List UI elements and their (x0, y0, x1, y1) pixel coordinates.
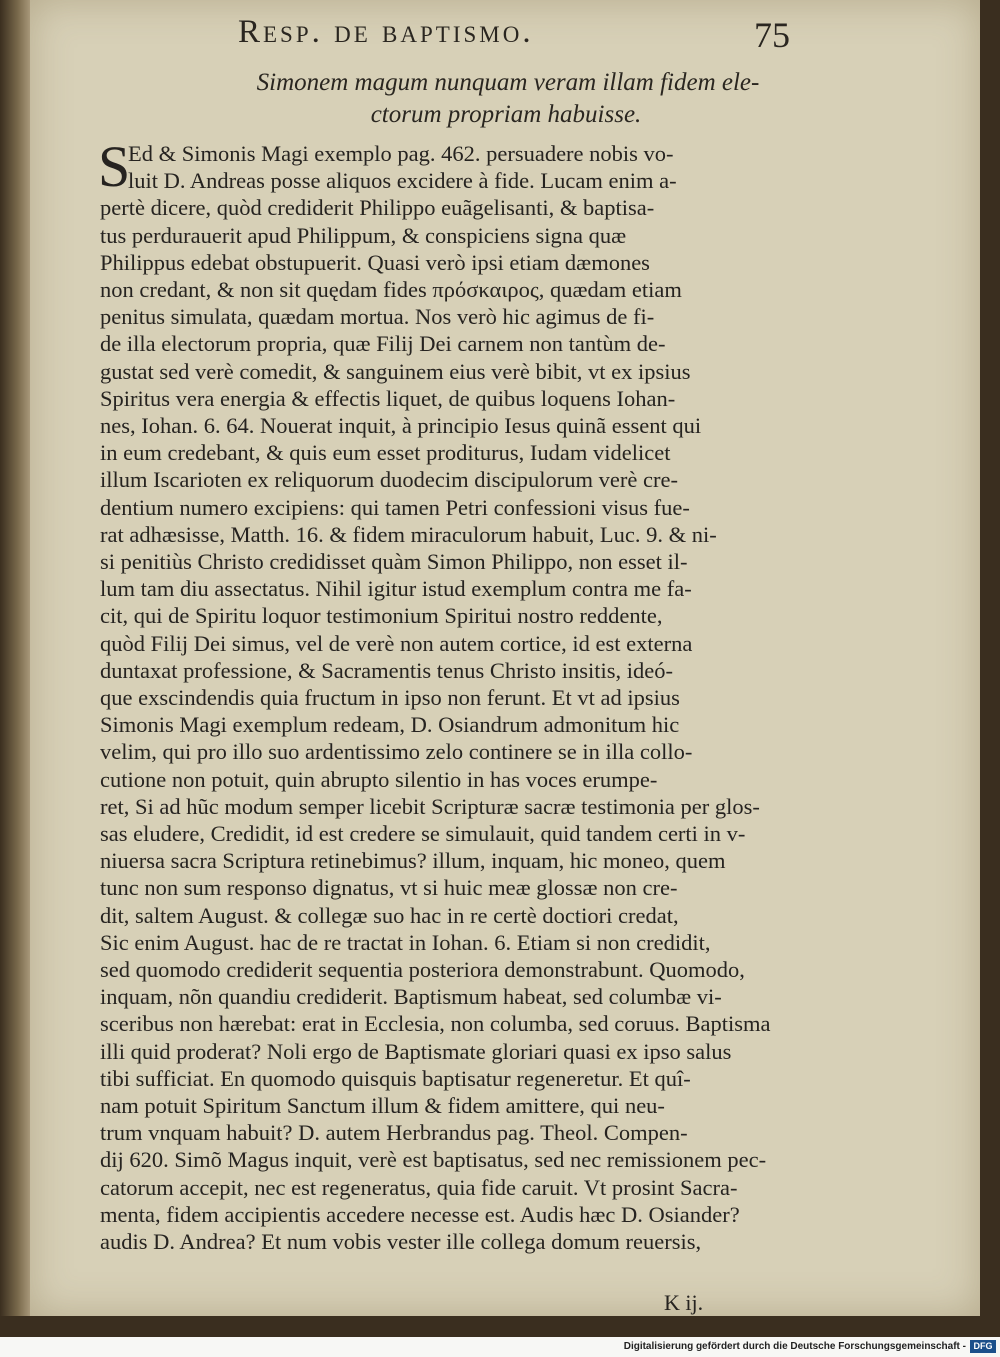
text-line: Ed & Simonis Magi exemplo pag. 462. persuadere nobis vo- (128, 141, 674, 166)
text-line: Spiritus vera energia & effectis liquet, de quibus loquens Iohan- (100, 385, 676, 411)
drop-cap: S (98, 134, 131, 199)
text-line: ret, Si ad hũc modum semper licebit Scripturæ sacræ testimonia per glos- (100, 793, 760, 819)
text-line: dij 620. Simõ Magus inquit, verè est baptisatus, sed nec remissionem pec- (100, 1147, 767, 1173)
text-line: illum Iscarioten ex reliquorum duodecim discipulorum verè cre- (100, 467, 678, 493)
text-line: menta, fidem accipientis accedere necesse est. Audis hæc D. Osiander? (100, 1201, 740, 1227)
text-line: audis D. Andrea? Et num vobis vester ille collega domum reuersis, (100, 1229, 702, 1254)
page-number: 75 (754, 15, 790, 55)
text-line: penitus simulata, quædam mortua. Nos verò hic agimus de fi- (100, 304, 655, 330)
text-line: non credant, & non sit quędam fides πρόσκαιρος, quædam etiam (100, 277, 682, 302)
text-line: nes, Iohan. 6. 64. Nouerat inquit, à principio Iesus quinã essent qui (100, 413, 702, 438)
text-line: sceribus non hærebat: erat in Ecclesia, non columba, sed coruus. Baptisma (100, 1011, 771, 1037)
section-subtitle-line-2: ctorum propriam habuisse. (370, 101, 642, 128)
signature-mark: K ij. (664, 1290, 704, 1315)
text-line: inquam, nõn quandiu crediderit. Baptismum habeat, sed columbæ vi- (100, 984, 722, 1010)
text-line: niuersa sacra Scriptura retinebimus? illum, inquam, hic moneo, quem (100, 848, 726, 874)
text-line: Philippus edebat obstupuerit. Quasi verò ipsi etiam dæmones (100, 249, 650, 275)
text-line: de illa electorum propria, quæ Filij Dei carnem non tantùm de- (100, 331, 666, 357)
footer-credit: Digitalisierung gefördert durch die Deutsche Forschungsgemeinschaft - (623, 1341, 966, 1352)
text-line: tibi sufficiat. En quomodo quisquis baptisatur regeneretur. Et quî- (100, 1065, 691, 1091)
text-line: Simonis Magi exemplum redeam, D. Osiandrum admonitum hic (100, 712, 680, 738)
text-line: si penitiùs Christo credidisset quàm Simon Philippo, non esset il- (100, 549, 688, 574)
text-line: que exscindendis quia fructum in ipso non ferunt. Et vt ad ipsius (100, 685, 680, 710)
book-gutter-edge (0, 0, 30, 1316)
text-line: duntaxat professione, & Sacramentis tenus Christo insitis, ideó- (100, 657, 674, 683)
text-line: dentium numero excipiens: qui tamen Petri confessioni visus fue- (100, 494, 690, 520)
section-subtitle-line-1: Simonem magum nunquam veram illam fidem ele- (256, 69, 760, 96)
text-line: in eum credebant, & quis eum esset proditurus, Iudam videlicet (100, 440, 671, 466)
text-line: gustat sed verè comedit, & sanguinem eius verè bibit, vt ex ipsius (100, 358, 691, 384)
text-line: tunc non sum responso dignatus, vt si huic meæ glossæ non cre- (100, 875, 678, 901)
text-line: sed quomodo crediderit sequentia posteriora demonstrabunt. Quomodo, (100, 957, 745, 982)
text-line: illi quid proderat? Noli ergo de Baptismate gloriari quasi ex ipso salus (100, 1038, 732, 1064)
text-line: tus perdurauerit apud Philippum, & conspiciens signa quæ (100, 222, 627, 248)
text-line: cutione non potuit, quin abrupto silentio in has voces erumpe- (100, 766, 658, 792)
text-line: luit D. Andreas posse aliquos excidere à fide. Lucam enim a- (128, 168, 677, 194)
text-line: velim, qui pro illo suo ardentissimo zelo continere se in illa collo- (100, 739, 693, 765)
text-line: quòd Filij Dei simus, vel de verè non autem cortice, id est externa (100, 630, 693, 656)
text-line: trum vnquam habuit? D. autem Herbrandus pag. Theol. Compen- (100, 1120, 688, 1146)
running-head: Resp. de baptismo. (238, 14, 534, 50)
text-line: catorum accepit, nec est regeneratus, quia fide caruit. Vt prosint Sacra- (100, 1174, 738, 1200)
text-line: sas eludere, Credidit, id est credere se simulauit, quid tandem certi in v- (100, 821, 746, 846)
dfg-logo: DFG (970, 1340, 996, 1353)
text-line: nam potuit Spiritum Sanctum illum & fidem amittere, qui neu- (100, 1093, 665, 1118)
text-line: Sic enim August. hac de re tractat in Iohan. 6. Etiam si non credidit, (100, 929, 711, 955)
text-line: pertè dicere, quòd crediderit Philippo euãgelisanti, & baptisa- (100, 195, 655, 221)
text-line: lum tam diu assectatus. Nihil igitur istud exemplum contra me fa- (100, 576, 692, 602)
text-line: dit, saltem August. & collegæ suo hac in re certè doctiori credat, (100, 902, 679, 928)
text-line: cit, qui de Spiritu loquor testimonium Spiritui nostro reddente, (100, 603, 663, 629)
text-line: rat adhæsisse, Matth. 16. & fidem miraculorum habuit, Luc. 9. & ni- (100, 521, 717, 547)
